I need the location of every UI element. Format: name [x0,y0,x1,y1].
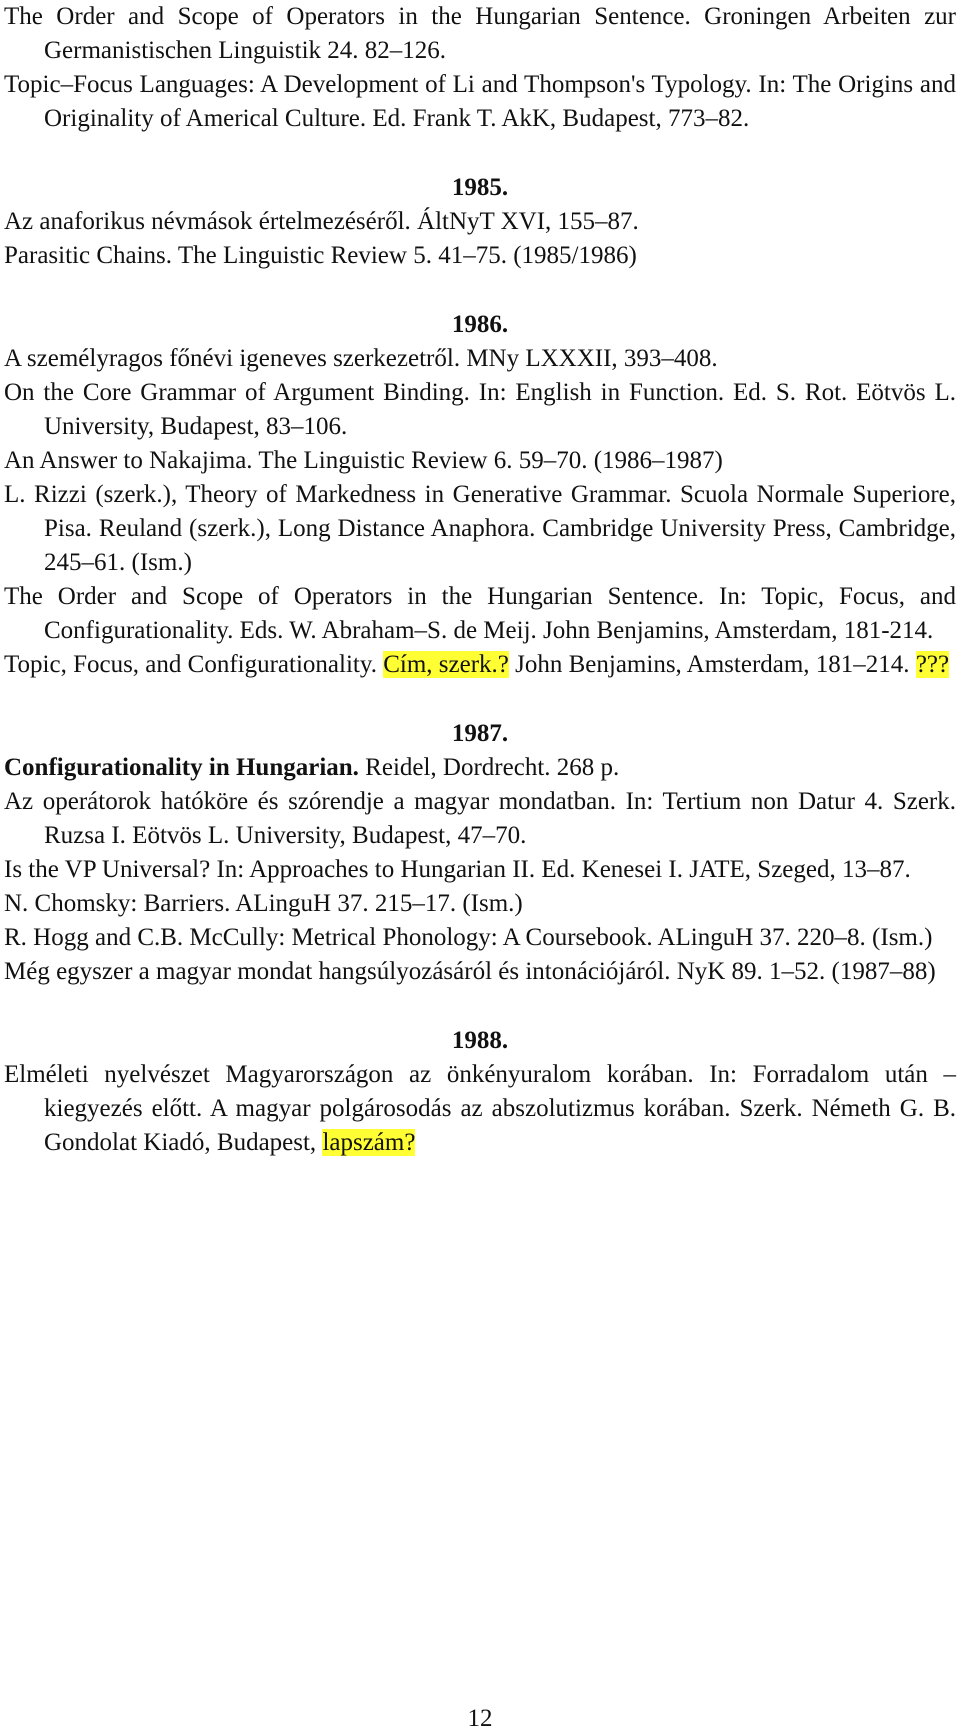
entry-text: L. Rizzi (szerk.), Theory of Markedness in Generative Grammar. Scuola Normale Superiore, Pisa. Reuland (szerk.), Long Distance Anaphora. Cambridge University Press, Cambridge, 245–61. (Ism.) [4,481,956,576]
entry-text: Is the VP Universal? In: Approaches to Hungarian II. Ed. Kenesei I. JATE, Szeged, 13–87. [4,856,911,883]
entry-text: John Benjamins, Amsterdam, 181–214. [508,651,916,678]
bib-entry [4,0,956,68]
bib-entry [4,751,956,785]
bib-entry [4,853,956,887]
year-heading: 1985. [451,174,509,201]
entry-text: Még egyszer a magyar mondat hangsúlyozásáról és intonációjáról. NyK 89. 1–52. (1987–88) [4,958,936,985]
bib-entry [4,1058,956,1160]
bib-entry [4,955,956,989]
entry-text: Reidel, Dordrecht. 268 p. [358,754,620,781]
entry-text: N. Chomsky: Barriers. ALinguH 37. 215–17. (Ism.) [4,890,523,917]
year-heading: 1988. [451,1027,509,1054]
bib-entry [4,239,956,273]
entry-text: Az anaforikus névmások értelmezéséről. ÁltNyT XVI, 155–87. [4,208,639,235]
bib-entry [4,921,956,955]
entry-text: R. Hogg and C.B. McCully: Metrical Phonology: A Coursebook. ALinguH 37. 220–8. (Ism.) [4,924,933,951]
entry-text: The Order and Scope of Operators in the Hungarian Sentence. In: Topic, Focus, and Configurationality. Eds. W. Abraham–S. de Meij. John Benjamins, Amsterdam, 181-214. [4,583,956,644]
entry-text: Az operátorok hatóköre és szórendje a magyar mondatban. In: Tertium non Datur 4. Szerk. Ruzsa I. Eötvös L. University, Budapest, 47–70. [4,788,956,849]
bib-entry [4,785,956,853]
year-heading: 1986. [451,311,509,338]
page-number: 12 [467,1705,493,1732]
bib-entry [4,580,956,648]
entry-text: An Answer to Nakajima. The Linguistic Review 6. 59–70. (1986–1987) [4,447,723,474]
bibliography-page [4,0,956,1160]
entry-text: Elméleti nyelvészet Magyarországon az önkényuralom korában. In: Forradalom után – kiegyezés előtt. A magyar polgárosodás az abszolutizmus korában. Szerk. Németh G. B. Gondolat Kiadó, Budapest, [4,1061,956,1156]
bib-entry [4,478,956,580]
book-title: Configurationality in Hungarian. [4,754,359,781]
bib-entry [4,205,956,239]
entry-text: Parasitic Chains. The Linguistic Review 5. 41–75. (1985/1986) [4,242,637,269]
entry-text: A személyragos főnévi igeneves szerkezetről. MNy LXXXII, 393–408. [4,345,718,372]
entry-text: On the Core Grammar of Argument Binding. In: English in Function. Ed. S. Rot. Eötvös L. University, Budapest, 83–106. [4,379,956,440]
highlighted-note: Cím, szerk.? [383,651,509,678]
highlighted-note: ??? [915,651,950,678]
bib-entry [4,444,956,478]
bib-entry [4,342,956,376]
bib-entry [4,68,956,136]
entry-text: Topic–Focus Languages: A Development of Li and Thompson's Typology. In: The Origins and Originality of Americal Culture. Ed. Frank T. AkK, Budapest, 773–82. [4,71,956,132]
bib-entry [4,648,956,682]
bib-entry [4,376,956,444]
entry-text: The Order and Scope of Operators in the Hungarian Sentence. Groningen Arbeiten zur Germanistischen Linguistik 24. 82–126. [4,3,956,64]
highlighted-note: lapszám? [322,1129,416,1156]
bib-entry [4,887,956,921]
year-heading: 1987. [451,720,509,747]
entry-text: Topic, Focus, and Configurationality. [4,651,384,678]
